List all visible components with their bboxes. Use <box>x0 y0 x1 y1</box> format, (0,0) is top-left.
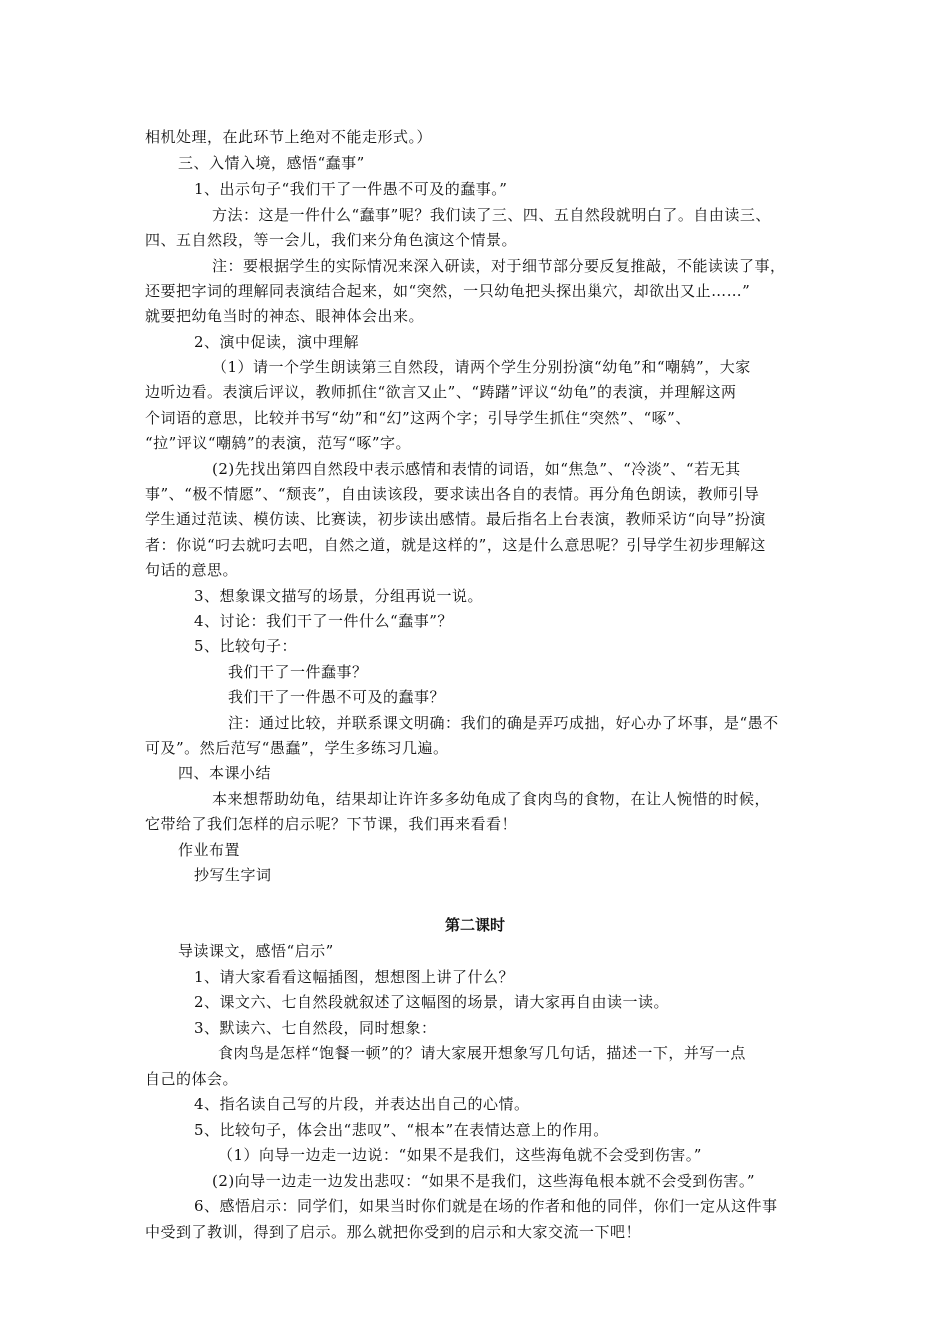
text-line: 事”、“极不情愿”、“颓丧”，自由读该段，要求读出各自的表情。再分角色朗读，教师引导 <box>145 485 760 503</box>
section-heading: 导读课文，感悟“启示” <box>178 942 334 960</box>
text-line: 5、比较句子： <box>194 637 298 655</box>
text-line: 6、感悟启示：同学们，如果当时你们就是在场的作者和他的同伴，你们一定从这件事 <box>194 1197 778 1215</box>
text-line: 边听边看。表演后评议，教师抓住“欲言又止”、“踌躇”评议“幼龟”的表演，并理解这两 <box>145 383 737 401</box>
text-line: 1、出示句子“我们干了一件愚不可及的蠢事。” <box>194 180 508 198</box>
text-line: 3、默读六、七自然段，同时想象： <box>194 1019 437 1037</box>
text-line: 可及”。然后范写“愚蠢”，学生多练习几遍。 <box>145 739 449 757</box>
text-line: 学生通过范读、模仿读、比赛读，初步读出感情。最后指名上台表演，教师采访“向导”扮演 <box>145 510 766 528</box>
text-line: 食肉鸟是怎样“饱餐一顿”的？请大家展开想象写几句话，描述一下，并写一点 <box>218 1044 746 1062</box>
text-line: 个词语的意思，比较并书写“幼”和“幻”这两个字；引导学生抓住“突然”、“啄”、 <box>145 409 691 427</box>
lesson-title: 第二课时 <box>444 916 505 934</box>
text-line: 四、五自然段，等一会儿，我们来分角色演这个情景。 <box>145 231 518 249</box>
text-line: 自己的体会。 <box>145 1070 239 1088</box>
text-line: 我们干了一件愚不可及的蠢事？ <box>228 688 446 706</box>
text-line: 3、想象课文描写的场景，分组再说一说。 <box>194 587 484 605</box>
text-line: 我们干了一件蠢事？ <box>228 663 368 681</box>
text-line: 1、请大家看看这幅插图，想想图上讲了什么？ <box>194 968 515 986</box>
text-line: 本来想帮助幼龟，结果却让许许多多幼龟成了食肉鸟的食物，在让人惋惜的时候， <box>212 790 771 808</box>
section-heading: 作业布置 <box>178 841 241 859</box>
text-line: （1）向导一边走一边说：“如果不是我们，这些海龟就不会受到伤害。” <box>218 1146 702 1164</box>
text-line: 中受到了教训，得到了启示。那么就把你受到的启示和大家交流一下吧！ <box>145 1223 642 1241</box>
text-line: 者：你说“叼去就叼去吧，自然之道，就是这样的”，这是什么意思呢？引导学生初步理解这 <box>145 536 766 554</box>
text-line: 相机处理，在此环节上绝对不能走形式。） <box>145 128 433 146</box>
text-line: 4、讨论：我们干了一件什么“蠢事”？ <box>194 612 453 630</box>
text-line: 4、指名读自己写的片段，并表达出自己的心情。 <box>194 1095 530 1113</box>
section-heading: 四、本课小结 <box>178 764 272 782</box>
text-line: “拉”评议“嘲鸫”的表演，范写“啄”字。 <box>145 434 412 452</box>
text-line: (2)向导一边走一边发出悲叹：“如果不是我们，这些海龟根本就不会受到伤害。” <box>212 1172 756 1190</box>
text-line: 它带给了我们怎样的启示呢？下节课，我们再来看看！ <box>145 815 518 833</box>
text-line: 还要把字词的理解同表演结合起来，如“突然，一只幼龟把头探出巢穴，却欲出又止……” <box>145 282 751 300</box>
text-line: 注：要根据学生的实际情况来深入研读，对于细节部分要反复推敲，不能读读了事， <box>212 257 786 275</box>
text-line: 2、课文六、七自然段就叙述了这幅图的场景，请大家再自由读一读。 <box>194 993 670 1011</box>
text-line: 方法：这是一件什么“蠢事”呢？我们读了三、四、五自然段就明白了。自由读三、 <box>212 206 771 224</box>
text-line: (2)先找出第四自然段中表示感情和表情的词语，如“焦急”、“冷淡”、“若无其 <box>212 460 741 478</box>
text-line: 句话的意思。 <box>145 561 239 579</box>
section-heading: 三、入情入境，感悟“蠢事” <box>178 154 365 172</box>
text-line: 5、比较句子，体会出“悲叹”、“根本”在表情达意上的作用。 <box>194 1121 609 1139</box>
text-line: 抄写生字词 <box>194 866 272 884</box>
text-line: 注：通过比较，并联系课文明确：我们的确是弄巧成拙，好心办了坏事，是“愚不 <box>228 714 779 732</box>
text-line: 就要把幼龟当时的神态、眼神体会出来。 <box>145 307 425 325</box>
text-line: 2、演中促读，演中理解 <box>194 333 360 351</box>
text-line: （1）请一个学生朗读第三自然段，请两个学生分别扮演“幼龟”和“嘲鸫”，大家 <box>212 358 751 376</box>
